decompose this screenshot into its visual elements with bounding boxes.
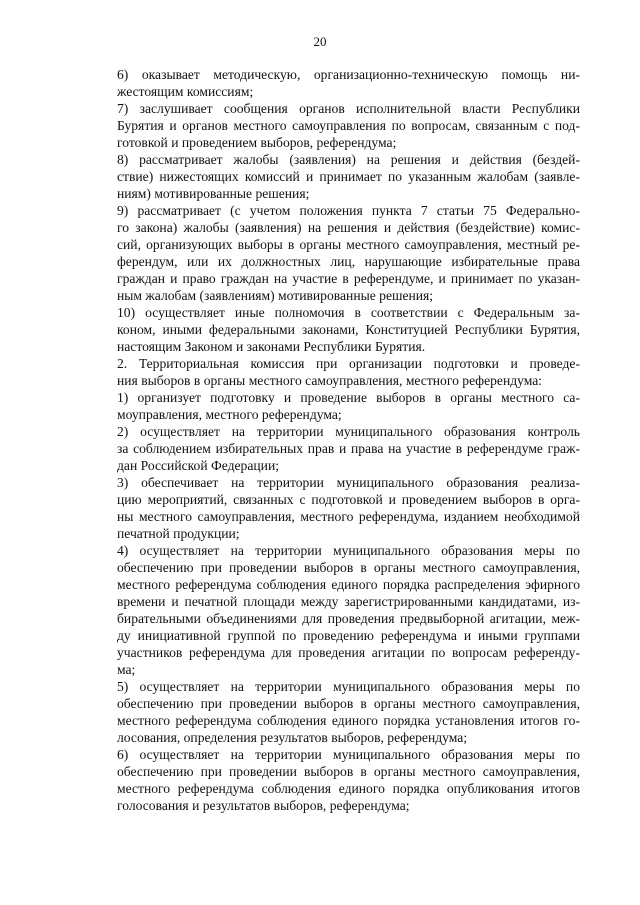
paragraph (80, 202, 580, 304)
text-line: Бурятия и органов местного самоуправления по вопросам, связанным с под- (117, 118, 580, 133)
text-line: за соблюдением избирательных прав и права на участие в референдуме граж- (117, 441, 580, 456)
text-line: местного референдума соблюдения единого порядка установления итогов го- (117, 713, 580, 728)
text-line: 5) осуществляет на территории муниципального образования меры по (117, 679, 580, 694)
text-line: дан Российской Федерации; (117, 458, 279, 473)
text-line: ду инициативной группой по проведению референдума и иными группами (117, 628, 580, 643)
text-line: ны местного самоуправления, местного референдума, изданием необходимой (117, 509, 580, 524)
text-line: обеспечению при проведении выборов в органы местного самоуправления, (117, 764, 580, 779)
paragraph (80, 304, 580, 355)
text-line: 9) рассматривает (с учетом положения пункта 7 статьи 75 Федерально- (117, 203, 580, 218)
text-line: местного референдума соблюдения единого порядка распределения эфирного (117, 577, 580, 592)
text-line: ния выборов в органы местного самоуправления, местного референдума: (117, 373, 543, 388)
text-line: ствие) нижестоящих комиссий и принимает по указанным жалобам (заявле- (117, 169, 580, 184)
text-line: 10) осуществляет иные полномочия в соответствии с Федеральным за- (117, 305, 580, 320)
paragraph (80, 355, 580, 389)
text-line: печатной продукции; (117, 526, 240, 541)
text-line: ным жалобам (заявлениям) мотивированные решения; (117, 288, 434, 303)
text-line: 3) обеспечивает на территории муниципального образования реализа- (117, 475, 580, 490)
paragraph (80, 66, 580, 100)
text-line: времени и печатной площади между зарегистрированными кандидатами, из- (117, 594, 580, 609)
paragraph (80, 423, 580, 474)
text-line: 8) рассматривает жалобы (заявления) на решения и действия (бездей- (117, 152, 580, 167)
text-line: го закона) жалобы (заявления) на решения и действия (бездействие) комис- (117, 220, 580, 235)
paragraph (80, 542, 580, 678)
text-line: коном, иными федеральными законами, Конституцией Республики Бурятия, (117, 322, 580, 337)
text-line: 6) осуществляет на территории муниципального образования меры по (117, 747, 580, 762)
text-line: 2. Территориальная комиссия при организации подготовки и проведе- (117, 356, 580, 371)
text-line: местного референдума соблюдения единого порядка опубликования итогов (117, 781, 580, 796)
text-line: сий, организующих выборы в органы местного самоуправления, местный ре- (117, 237, 580, 252)
text-line: участников референдума для проведения агитации по вопросам референду- (117, 645, 580, 660)
paragraph (80, 151, 580, 202)
paragraph (80, 100, 580, 151)
text-line: 6) оказывает методическую, организационно-техническую помощь ни- (117, 67, 580, 82)
text-line: обеспечению при проведении выборов в органы местного самоуправления, (117, 696, 580, 711)
text-line: жестоящим комиссиям; (117, 84, 254, 99)
text-line: 7) заслушивает сообщения органов исполнительной власти Республики (117, 101, 580, 116)
text-line: бирательными объединениями для проведения предвыборной агитации, меж- (117, 611, 580, 626)
text-line: обеспечению при проведении выборов в органы местного самоуправления, (117, 560, 580, 575)
text-line: готовкой и проведением выборов, референдума; (117, 135, 397, 150)
paragraph (80, 474, 580, 542)
text-line: цию мероприятий, связанных с подготовкой и проведением выборов в орга- (117, 492, 580, 507)
text-line: ниям) мотивированные решения; (117, 186, 310, 201)
text-line: 1) организует подготовку и проведение выборов в органы местного са- (117, 390, 580, 405)
paragraph (80, 678, 580, 746)
text-line: граждан и право граждан на участие в референдуме, и принимает по указан- (117, 271, 580, 286)
text-line: моуправления, местного референдума; (117, 407, 342, 422)
text-line: ма; (117, 662, 136, 677)
text-line: 2) осуществляет на территории муниципального образования контроль (117, 424, 580, 439)
document-body (80, 66, 580, 814)
page-number: 20 (313, 34, 327, 49)
text-line: 4) осуществляет на территории муниципального образования меры по (117, 543, 580, 558)
text-line: ферендум, или их должностных лиц, нарушающие избирательные права (117, 254, 580, 269)
paragraph (80, 389, 580, 423)
text-line: настоящим Законом и законами Республики Бурятия. (117, 339, 426, 354)
text-line: голосования и результатов выборов, референдума; (117, 798, 410, 813)
text-line: лосования, определения результатов выборов, референдума; (117, 730, 468, 745)
paragraph (80, 746, 580, 814)
